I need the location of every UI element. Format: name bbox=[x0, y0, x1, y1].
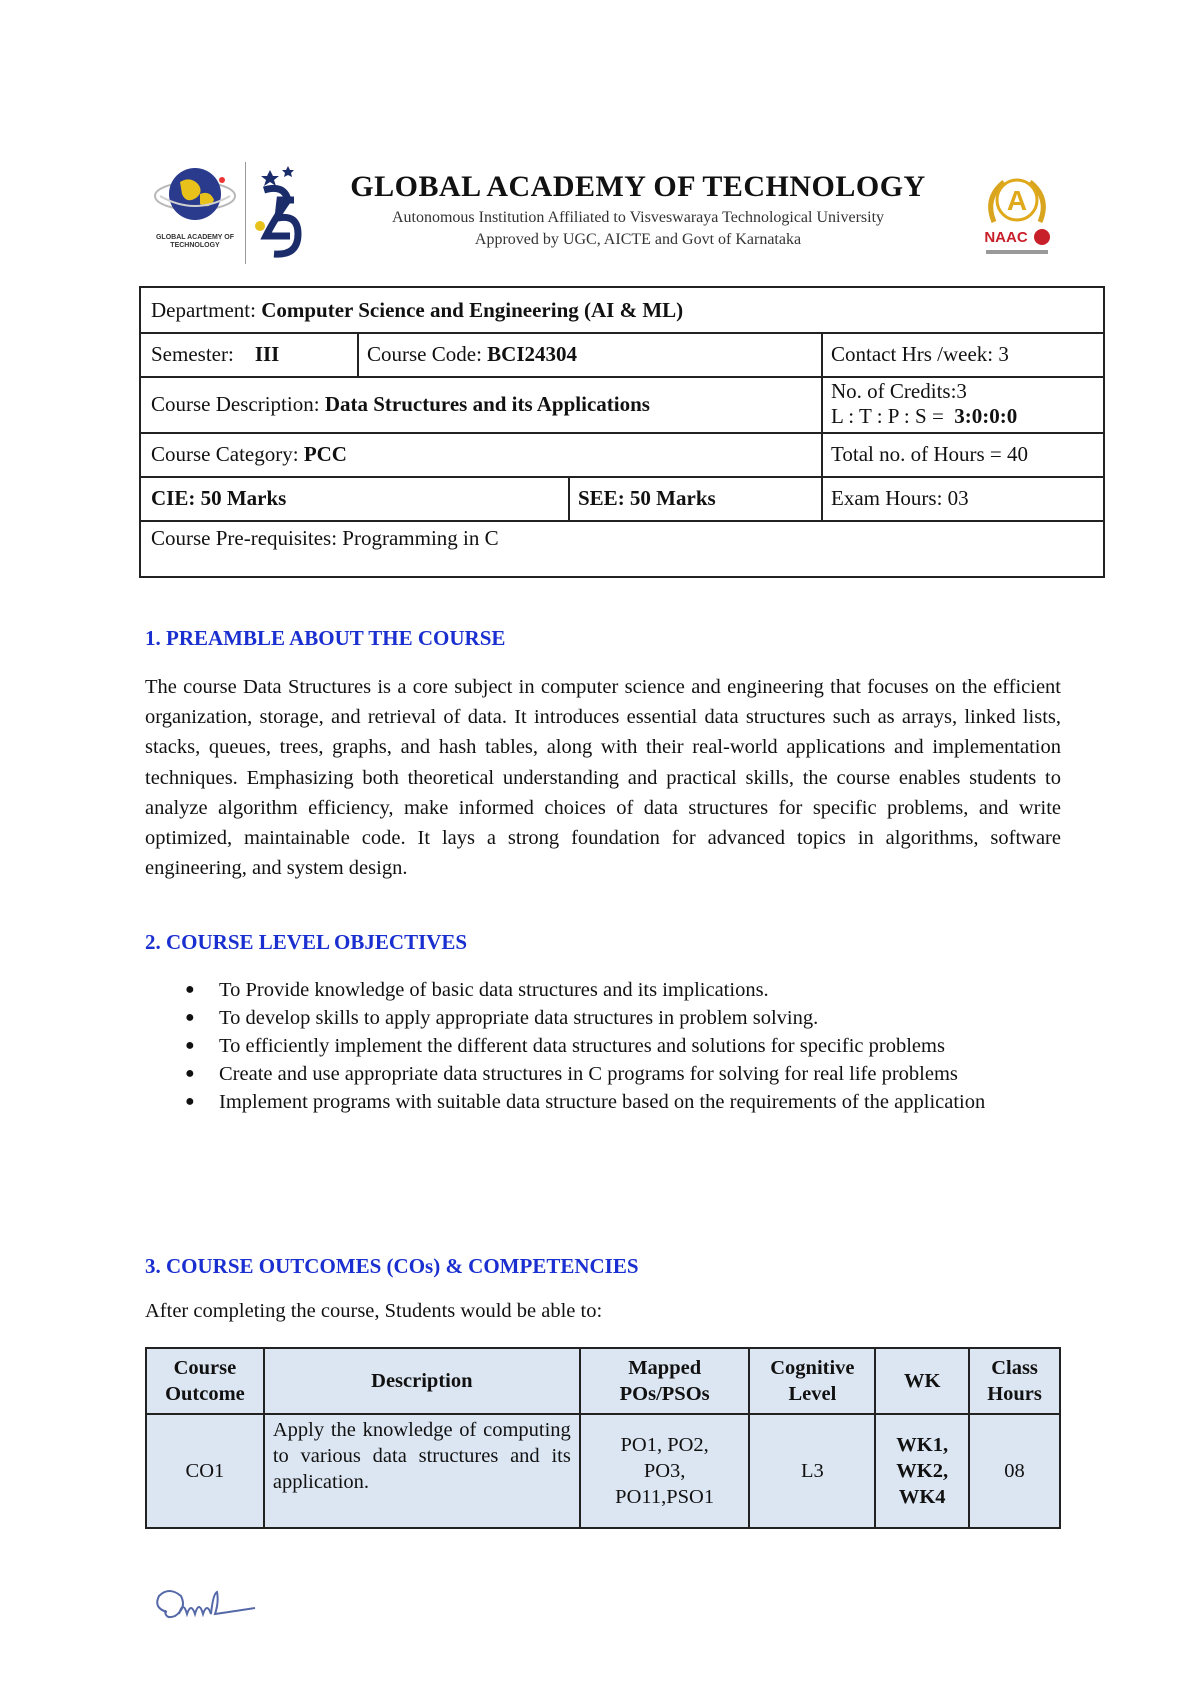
semester-value: III bbox=[254, 341, 280, 366]
co-wk: WK1, WK2, WK4 bbox=[875, 1414, 969, 1528]
naac-badge bbox=[976, 170, 1058, 262]
table-header-row bbox=[146, 1348, 1060, 1414]
co-description: Apply the knowledge of computing to various data structures and its application. bbox=[264, 1414, 580, 1528]
institute-affiliation: Autonomous Institution Affiliated to Visveswaraya Technological University bbox=[391, 209, 885, 226]
institute-logo bbox=[150, 160, 240, 268]
semester-cell bbox=[141, 332, 357, 376]
semester-label: Semester: bbox=[151, 341, 234, 366]
co-hours: 08 bbox=[969, 1414, 1060, 1528]
contact-hours: Contact Hrs /week: 3 bbox=[831, 341, 1009, 366]
naac-grade: A bbox=[1006, 185, 1028, 216]
col-class-hours: Class Hours bbox=[969, 1348, 1060, 1414]
col-wk: WK bbox=[875, 1348, 969, 1414]
preamble-heading: 1. PREAMBLE ABOUT THE COURSE bbox=[145, 626, 506, 650]
col-course-outcome: Course Outcome bbox=[146, 1348, 264, 1414]
exam-hours: Exam Hours: 03 bbox=[831, 485, 969, 510]
outcomes-heading: 3. COURSE OUTCOMES (COs) & COMPETENCIES bbox=[145, 1254, 639, 1278]
see-cell bbox=[568, 476, 821, 520]
prerequisites: Course Pre-requisites: Programming in C bbox=[151, 526, 499, 550]
credits-cell bbox=[821, 376, 1103, 432]
course-outcomes-table bbox=[145, 1347, 1061, 1529]
list-item bbox=[185, 1004, 1061, 1032]
bullet-icon: ● bbox=[185, 1037, 195, 1054]
col-mapped: Mapped POs/PSOs bbox=[580, 1348, 750, 1414]
cie-marks: CIE: 50 Marks bbox=[151, 485, 287, 510]
objective-text: To Provide knowledge of basic data structures and its implications. bbox=[219, 979, 769, 1001]
co-level: L3 bbox=[749, 1414, 875, 1528]
co-id: CO1 bbox=[146, 1414, 264, 1528]
ltps-label: L : T : P : S = bbox=[831, 404, 950, 428]
objective-text: Implement programs with suitable data structure based on the requirements of the application bbox=[219, 1091, 986, 1113]
ltps-row bbox=[831, 404, 1017, 429]
course-code-cell bbox=[357, 332, 821, 376]
course-info-table bbox=[139, 286, 1105, 578]
logo-caption: GLOBAL ACADEMY OF TECHNOLOGY bbox=[155, 234, 235, 249]
total-hours: Total no. of Hours = 40 bbox=[831, 441, 1029, 466]
preamble-text: The course Data Structures is a core subject in computer science and engineering that focuses on the efficient organization, storage, and retrieval of data. It introduces essential data structures such as arrays, linked lists, stacks, queues, trees, graphs, and hash tables, along with their real-world applications and implementation techniques. Emphasizing both theoretical understanding and practical skills, the course enables students to analyze algorithm efficiency, make informed choices of data structures for specific problems, and write optimized, maintainable code. It lays a strong foundation for advanced topics in algorithms, software engineering, and system design. bbox=[145, 676, 1061, 880]
objective-text: To efficiently implement the different data structures and solutions for specific problems bbox=[219, 1035, 945, 1057]
col-description: Description bbox=[264, 1348, 580, 1414]
department-label: Department: bbox=[151, 297, 256, 322]
naac-badge-icon bbox=[976, 170, 1058, 262]
objective-text: To develop skills to apply appropriate data structures in problem solving. bbox=[219, 1007, 819, 1029]
bullet-icon: ● bbox=[185, 1093, 195, 1110]
department-cell bbox=[141, 288, 1103, 332]
course-description-value: Data Structures and its Applications bbox=[324, 391, 650, 416]
bullet-icon: ● bbox=[185, 1009, 195, 1026]
course-category-cell bbox=[141, 432, 821, 476]
anniversary-logo bbox=[250, 160, 312, 268]
list-item bbox=[185, 976, 1061, 1004]
course-code-label: Course Code: bbox=[367, 341, 482, 366]
anniversary-25-icon bbox=[250, 160, 312, 268]
objective-text: Create and use appropriate data structures in C programs for solving for real life problems bbox=[219, 1063, 958, 1085]
outcomes-intro: After completing the course, Students would be able to: bbox=[145, 1300, 603, 1322]
naac-label: NAAC bbox=[984, 229, 1028, 246]
objectives-heading: 2. COURSE LEVEL OBJECTIVES bbox=[145, 930, 468, 954]
course-description-cell bbox=[141, 376, 821, 432]
see-marks: SEE: 50 Marks bbox=[578, 485, 716, 510]
bullet-icon: ● bbox=[185, 1065, 195, 1082]
header-divider bbox=[245, 162, 246, 264]
cie-cell bbox=[141, 476, 568, 520]
exam-hours-cell bbox=[821, 476, 1103, 520]
institute-approval: Approved by UGC, AICTE and Govt of Karnataka bbox=[474, 231, 802, 248]
contact-hours-cell bbox=[821, 332, 1103, 376]
co-mapped: PO1, PO2, PO3, PO11,PSO1 bbox=[580, 1414, 750, 1528]
course-code-value: BCI24304 bbox=[487, 341, 578, 366]
bullet-icon: ● bbox=[185, 981, 195, 998]
department-value: Computer Science and Engineering (AI & ML) bbox=[261, 297, 684, 322]
list-item bbox=[185, 1032, 1061, 1060]
course-category-label: Course Category: bbox=[151, 441, 299, 466]
col-cognitive-level: Cognitive Level bbox=[749, 1348, 875, 1414]
objectives-list bbox=[185, 976, 1061, 1116]
total-hours-cell bbox=[821, 432, 1103, 476]
list-item bbox=[185, 1088, 1061, 1116]
course-description-label: Course Description: bbox=[151, 391, 320, 416]
ltps-value: 3:0:0:0 bbox=[954, 404, 1018, 428]
signature-icon bbox=[145, 1572, 305, 1642]
credits: No. of Credits:3 bbox=[831, 379, 967, 403]
institute-name: GLOBAL ACADEMY OF TECHNOLOGY bbox=[350, 170, 926, 203]
globe-logo-icon bbox=[150, 160, 240, 234]
table-row bbox=[146, 1414, 1060, 1528]
prerequisites-cell bbox=[141, 520, 1103, 576]
course-category-value: PCC bbox=[303, 441, 347, 466]
list-item bbox=[185, 1060, 1061, 1088]
